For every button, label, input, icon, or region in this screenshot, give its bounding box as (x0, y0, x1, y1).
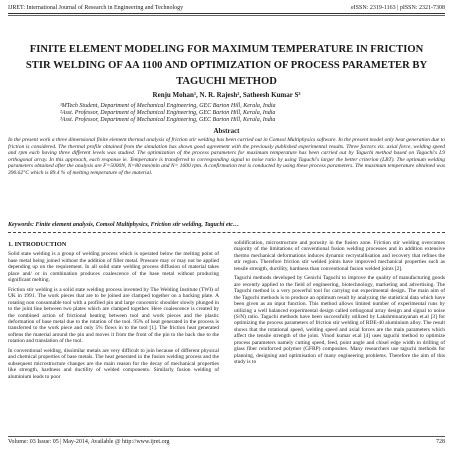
running-header (8, 3, 445, 12)
issn: eISSN: 2319-1163 | pISSN: 2321-7308 (351, 4, 445, 11)
abstract-heading: Abstract (213, 127, 240, 135)
journal-name: IJRET: International Journal of Research in Engineering and Technology (8, 4, 184, 11)
paper-title: FINITE ELEMENT MODELING FOR MAXIMUM TEMPERATURE IN FRICTION STIR WELDING OF AA 1100 AND OPTIMIZATION OF PROCESS PARAMETER BY TAGUCHI METHOD (25, 44, 428, 87)
paragraph: Taguchi methods developed by Genichi Taguchi to improve the quality of manufacturing goods are recently applied to the field of engineering, biotechnology, marketing and advertising. The Taguchi method is a very powerful tool for carrying out experimental design. The main aim of the Taguchi methods is to produce an optimum result by analyzing the statistical data which have been given as an input function. This method allows limited number of experimental runs by utilizing a well balanced experimental design called orthogonal array design and signal to noise (S/N) ratio. Taguchi methods have been successfully utilized by Lakshminarayanan et.al [3] for optimizing the process parameters of friction stir welding of RDE-40 aluminium alloy. The result shows that the rotational speed, welding speed and axial forces are the main parameters which affect the tensile strength of the joint. Vinod kumar et.al [4] uses taguchi method to optimize process parameters namely cutting speed, feed, point angle and chisel edge width in drilling of glass fiber reinforced polymer (GFRP) composites. Many researchers use taguchi methods for planning, designing and optimisation of many engineering problems. Therefore the aim of this study is to (234, 275, 445, 366)
page-footer (8, 439, 445, 445)
right-column (234, 240, 445, 369)
section-heading-introduction: 1. INTRODUCTION (8, 241, 67, 248)
page-number: 728 (436, 439, 445, 445)
affiliation-2: ²Asst. Professor, Department of Mechanical Engineering, GEC Barton Hill, Kerala, India (60, 110, 276, 117)
paragraph: solidification, microstructure and porosity in the fusion zone. Friction stir welding overcomes majority of the limitations of conventional fusion welding processes and in addition extensive thermo mechanical deformations induces dynamic recrystallisation and recovery that refines the stir region. Therefore friction stir welded joints have improved mechanical properties such as tensile strength, ductility, hardness than conventional fusion welded joints [2]. (234, 240, 445, 272)
paragraph: Solid state welding is a group of welding process which is operated below the melting point of base metal being joined without the addition of filler metal. Pressure may or may not be applied depending up on the requirement. In all solid state welding process diffusion of material takes place and/ or in combination produces coalescence of the base metal without producing significant melting. (8, 251, 219, 284)
paragraph: In conventional welding, dissimilar metals are very difficult to join because of different physical and chemical properties of base metals. The heat generated in the fusion welding process and the subsequent microstructure changes are the main reason for the decay of mechanical properties like strength, hardness and ductility of welded components. Similarly fusion welding of aluminium leads to poor (8, 347, 219, 380)
header-rule (8, 13, 445, 14)
affiliation-3: ³Asst. Professor, Department of Mechanical Engineering, GEC Barton Hill, Kerala, India (60, 117, 276, 124)
abstract-body: In the present work a three dimensional finite element thermal analysis of friction stir welding has been carried out in Comsol Multiphysics software. In the present model only heat generation due to friction is considered. The thermal profile obtained from the simulation has shown good agreement with the previously published experimental results. Three factors viz. axial force, welding speed and rpm each having three different levels was studied. The optimization of the process parameters for maximum temperature has been carried out by Taguchi method based on Taguchi's L9 orthogonal array. In this approach, each response ie. Temperature is transferred to corresponding signal to noise ratio by using Taguchi's larger the better criterion (LBT). The optimum welding parameters obtained after the analysis are F=5000N, N=80 mm/min and N= 1600 rpm. A confirmation test is conducted by using these process parameters. The maximum temperature obtained was 390.62°C which is 89.4 % of melting temperature of the material. (8, 137, 445, 176)
affiliations (60, 103, 400, 125)
keywords-divider (8, 232, 445, 233)
affiliation-1: ¹MTech Student, Department of Mechanical Engineering, GEC Barton Hill, Kerala, India (60, 103, 276, 109)
keywords: Keywords: Finite element analysis, Comsol Multiphysics, Friction stir welding, Taguchi etc… (8, 222, 239, 228)
header-rule-thin (8, 15, 445, 16)
volume-info: Volume: 03 Issue: 05 | May-2014, Available @ http://www.ijret.org (8, 439, 170, 445)
footer-rule (8, 436, 445, 437)
paragraph: Friction stir welding is a solid state welding process invented by The Welding Institute (TWI) of UK in 1991. The work pieces that are to be joined are clamped together on a backing plate. A rotating non consumable tool with a profiled pin and large concentric shoulder slowly plunged in to the joint line between two plates which are clamped together. Here coalescence is created by the combined action of frictional heating between tool and work pieces and the plastic deformation of base metal due to the rotation of the tool. 95% of heat generated in the process is transferred to the work piece and only 5% flows in to the tool [1]. The friction heat generated softens the material around the pin and moves it from the front of the pin to the back due to the rotation and translation of the tool. (8, 286, 219, 345)
left-column (8, 240, 219, 383)
paper-authors: Renju Mohan¹, N. R. Rajesh², Satheesh Kumar S³ (152, 91, 301, 99)
